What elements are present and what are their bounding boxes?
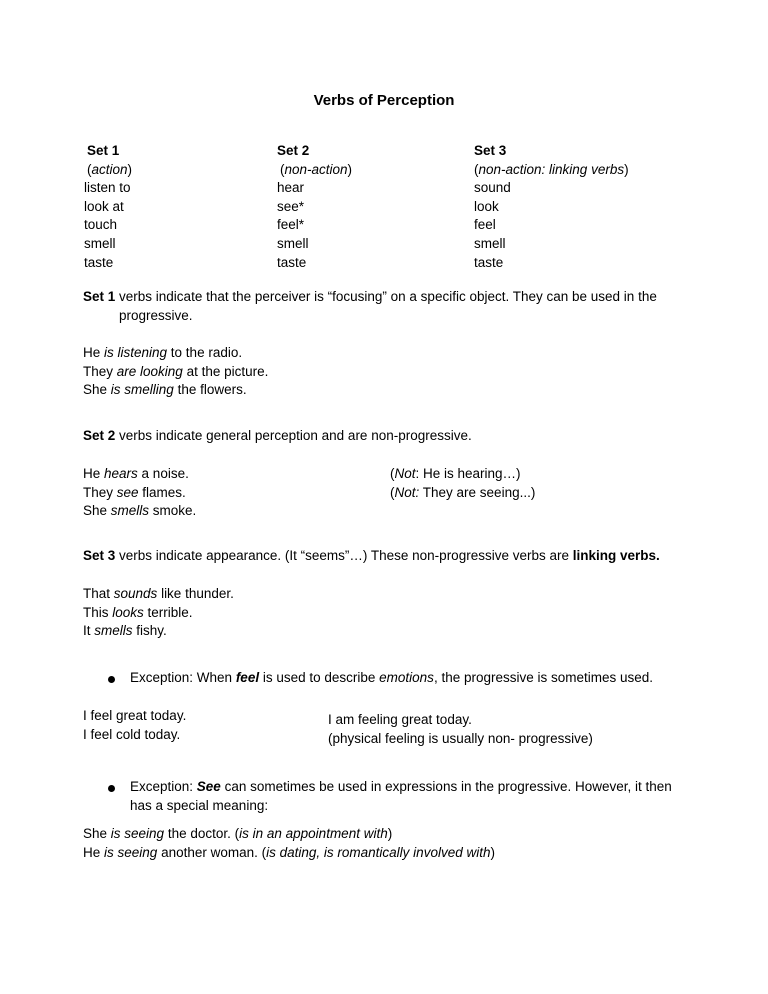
example-sentence: He hears a noise. bbox=[83, 466, 189, 481]
example-sentence: He is listening to the radio. bbox=[83, 345, 243, 360]
set-2-verb: smell bbox=[277, 235, 309, 251]
page-title: Verbs of Perception bbox=[313, 92, 455, 109]
set-2-examples bbox=[83, 465, 196, 521]
set-1-verb: touch bbox=[84, 217, 118, 233]
set-2-description: Set 2 verbs indicate general perception and are non-progressive. bbox=[83, 428, 472, 443]
set-3-column bbox=[474, 142, 629, 272]
exception-feel: Exception: When feel is used to describe emotions, the progressive is sometimes used. bbox=[130, 670, 654, 685]
set-2-subtitle: (non-action) bbox=[280, 161, 353, 177]
example-sentence: I feel cold today. bbox=[83, 726, 181, 742]
set-2-heading: Set 2 bbox=[277, 143, 310, 158]
set-1-heading: Set 1 bbox=[87, 143, 120, 158]
set-3-subtitle: (non-action: linking verbs) bbox=[474, 161, 629, 177]
set-3-verb: sound bbox=[474, 180, 511, 196]
example-sentence: That sounds like thunder. bbox=[83, 586, 234, 601]
bullet-icon bbox=[108, 785, 115, 792]
set-3-verb: look bbox=[474, 198, 499, 214]
set-2-verb: feel* bbox=[277, 217, 305, 233]
set-1-verb: look at bbox=[84, 198, 124, 214]
feel-examples-left bbox=[83, 707, 186, 744]
example-sentence: It smells fishy. bbox=[83, 623, 167, 639]
set-2-verb: taste bbox=[277, 254, 307, 270]
set-3-verb: feel bbox=[474, 217, 496, 233]
set-1-subtitle: (action) bbox=[87, 161, 133, 177]
example-sentence: They are looking at the picture. bbox=[83, 363, 269, 379]
set-2-verb: hear bbox=[277, 180, 305, 196]
feel-examples-right bbox=[328, 711, 593, 748]
example-sentence: He is seeing another woman. (is dating, is romantically involved with) bbox=[83, 844, 495, 860]
set-1-verb: listen to bbox=[84, 180, 131, 196]
set-2-column bbox=[277, 142, 352, 272]
set-2-notes bbox=[390, 465, 535, 502]
example-sentence: She is smelling the flowers. bbox=[83, 382, 247, 398]
set-1-verb: smell bbox=[84, 235, 116, 251]
bullet-icon bbox=[108, 676, 115, 683]
counter-example: (Not: They are seeing...) bbox=[390, 484, 536, 500]
set-1-column bbox=[84, 142, 132, 272]
example-note: (physical feeling is usually non- progressive) bbox=[328, 730, 593, 746]
example-sentence: She is seeing the doctor. (is in an appointment with) bbox=[83, 826, 393, 841]
example-sentence: I am feeling great today. bbox=[328, 712, 472, 727]
see-examples bbox=[83, 825, 495, 862]
set-3-examples bbox=[83, 585, 234, 641]
example-sentence: I feel great today. bbox=[83, 708, 187, 723]
set-3-verb: taste bbox=[474, 254, 504, 270]
set-3-verb: smell bbox=[474, 235, 506, 251]
set-1-description: Set 1 verbs indicate that the perceiver is “focusing” on a specific object. They can be used in the progressive. bbox=[83, 289, 657, 323]
set-3-description: Set 3 verbs indicate appearance. (It “seems”…) These non-progressive verbs are linking verbs. bbox=[83, 548, 660, 563]
set-3-heading: Set 3 bbox=[474, 143, 507, 158]
counter-example: (Not: He is hearing…) bbox=[390, 466, 521, 481]
set-2-verb: see* bbox=[277, 198, 305, 214]
set-1-verb: taste bbox=[84, 254, 114, 270]
set-1-examples bbox=[83, 344, 693, 400]
example-sentence: This looks terrible. bbox=[83, 604, 193, 620]
exception-see: Exception: See can sometimes be used in expressions in the progressive. However, it then has a special meaning: bbox=[130, 779, 672, 813]
example-sentence: She smells smoke. bbox=[83, 503, 197, 519]
example-sentence: They see flames. bbox=[83, 484, 186, 500]
